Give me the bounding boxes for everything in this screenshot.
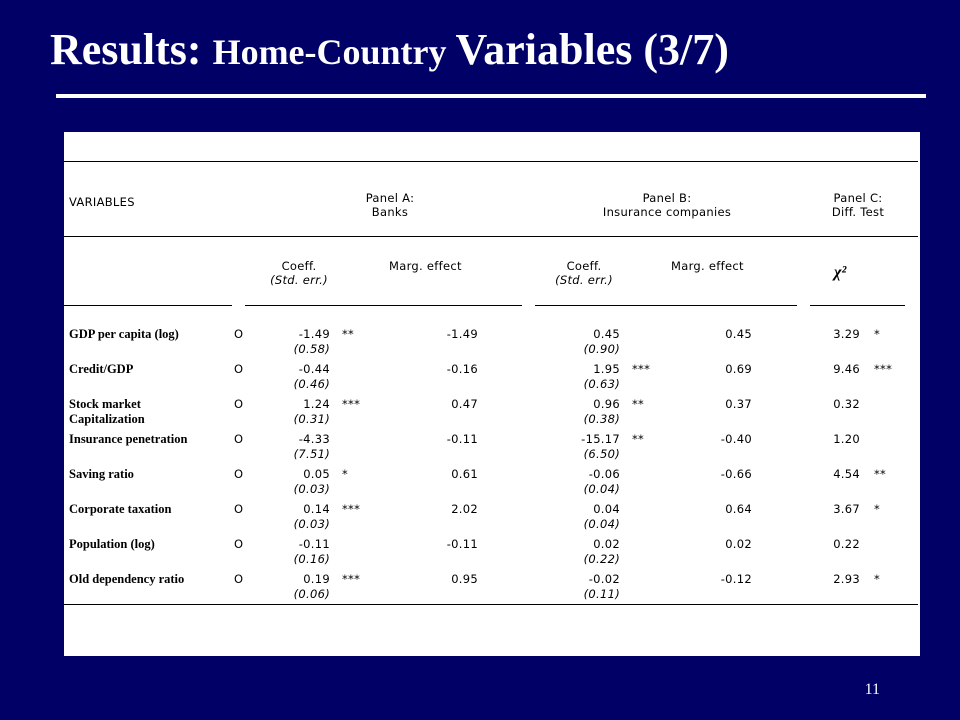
cell-o: O bbox=[234, 397, 244, 411]
cell-b-marg: 0.64 bbox=[725, 502, 752, 516]
cell-b-se: (6.50) bbox=[583, 447, 620, 461]
cell-a-se: (0.58) bbox=[293, 342, 330, 356]
panel-a-line1: Panel A: bbox=[365, 191, 415, 205]
cell-a-sig: *** bbox=[342, 502, 361, 516]
cell-a-se: (0.03) bbox=[293, 482, 330, 496]
cell-b-sig: ** bbox=[632, 397, 645, 411]
cell-chi2: 3.29 bbox=[833, 327, 860, 341]
rule-segment-panel-c bbox=[810, 305, 905, 306]
cell-label: Stock market bbox=[69, 397, 141, 411]
cell-label: Credit/GDP bbox=[69, 362, 134, 376]
panel-b-marg-header: Marg. effect bbox=[671, 259, 744, 273]
panel-a-heading bbox=[320, 191, 460, 219]
cell-a-sig: *** bbox=[342, 397, 361, 411]
cell-b-coef: 0.04 bbox=[593, 502, 620, 516]
cell-label: Saving ratio bbox=[69, 467, 134, 481]
cell-b-coef: 0.45 bbox=[593, 327, 620, 341]
chi-square-header: χ² bbox=[834, 264, 847, 281]
cell-b-se: (0.04) bbox=[583, 482, 620, 496]
table-bottom-rule bbox=[64, 604, 918, 605]
cell-chi2: 3.67 bbox=[833, 502, 860, 516]
cell-chi2: 1.20 bbox=[833, 432, 860, 446]
cell-c-sig: *** bbox=[874, 362, 893, 376]
cell-b-coef: 0.02 bbox=[593, 537, 620, 551]
cell-c-sig: * bbox=[874, 502, 881, 516]
cell-b-se: (0.63) bbox=[583, 377, 620, 391]
cell-a-marg: -1.49 bbox=[446, 327, 478, 341]
cell-o: O bbox=[234, 537, 244, 551]
slide-title bbox=[50, 25, 729, 74]
cell-a-se: (0.46) bbox=[293, 377, 330, 391]
cell-b-marg: -0.40 bbox=[720, 432, 752, 446]
cell-a-coef: -0.11 bbox=[298, 537, 330, 551]
cell-o: O bbox=[234, 327, 244, 341]
cell-chi2: 9.46 bbox=[833, 362, 860, 376]
cell-a-coef: -0.44 bbox=[298, 362, 330, 376]
cell-b-se: (0.90) bbox=[583, 342, 620, 356]
cell-b-sig: *** bbox=[632, 362, 651, 376]
cell-a-marg: -0.11 bbox=[446, 537, 478, 551]
cell-a-sig: ** bbox=[342, 327, 355, 341]
rule-segment-panel-a bbox=[245, 305, 522, 306]
panel-a-coeff-header bbox=[254, 259, 344, 287]
cell-b-se: (0.22) bbox=[583, 552, 620, 566]
cell-a-sig: * bbox=[342, 467, 349, 481]
cell-b-coef: -0.02 bbox=[588, 572, 620, 586]
cell-label: Population (log) bbox=[69, 537, 155, 551]
cell-o: O bbox=[234, 572, 244, 586]
header-divider-rule bbox=[64, 236, 918, 237]
rule-segment-variables bbox=[64, 305, 232, 306]
cell-b-marg: -0.66 bbox=[720, 467, 752, 481]
cell-c-sig: ** bbox=[874, 467, 887, 481]
cell-b-coef: 1.95 bbox=[593, 362, 620, 376]
cell-o: O bbox=[234, 432, 244, 446]
panel-a-coeff-label: Coeff. bbox=[281, 259, 317, 273]
cell-a-se: (0.16) bbox=[293, 552, 330, 566]
variables-header: VARIABLES bbox=[69, 195, 135, 209]
results-table bbox=[64, 132, 920, 656]
panel-a-marg-header: Marg. effect bbox=[389, 259, 462, 273]
panel-b-line1: Panel B: bbox=[642, 191, 692, 205]
cell-a-marg: 0.95 bbox=[451, 572, 478, 586]
cell-a-se: (0.06) bbox=[293, 587, 330, 601]
cell-b-marg: 0.02 bbox=[725, 537, 752, 551]
cell-label: GDP per capita (log) bbox=[69, 327, 179, 341]
cell-a-marg: 2.02 bbox=[451, 502, 478, 516]
cell-b-marg: 0.37 bbox=[725, 397, 752, 411]
cell-a-se: (7.51) bbox=[293, 447, 330, 461]
panel-c-line1: Panel C: bbox=[833, 191, 883, 205]
panel-b-coeff-label: Coeff. bbox=[566, 259, 602, 273]
cell-label: Corporate taxation bbox=[69, 502, 172, 516]
cell-label: Old dependency ratio bbox=[69, 572, 185, 586]
title-part-home-country: Home-Country bbox=[212, 32, 456, 72]
cell-a-coef: 0.19 bbox=[303, 572, 330, 586]
panel-b-line2: Insurance companies bbox=[602, 205, 732, 219]
cell-label2: Capitalization bbox=[69, 412, 145, 426]
cell-o: O bbox=[234, 502, 244, 516]
cell-chi2: 0.32 bbox=[833, 397, 860, 411]
cell-b-sig: ** bbox=[632, 432, 645, 446]
cell-a-sig: *** bbox=[342, 572, 361, 586]
cell-a-marg: 0.47 bbox=[451, 397, 478, 411]
panel-c-line2: Diff. Test bbox=[831, 205, 885, 219]
rule-segment-panel-b bbox=[535, 305, 797, 306]
title-part-variables: Variables (3/7) bbox=[455, 25, 729, 74]
cell-o: O bbox=[234, 362, 244, 376]
cell-b-marg: -0.12 bbox=[720, 572, 752, 586]
title-part-results: Results: bbox=[50, 25, 213, 74]
cell-b-se: (0.11) bbox=[583, 587, 620, 601]
cell-a-se: (0.03) bbox=[293, 517, 330, 531]
page-number: 11 bbox=[864, 681, 880, 698]
cell-o: O bbox=[234, 467, 244, 481]
cell-a-marg: -0.16 bbox=[446, 362, 478, 376]
cell-a-coef: 1.24 bbox=[303, 397, 330, 411]
cell-a-marg: 0.61 bbox=[451, 467, 478, 481]
panel-a-stderr-label: (Std. err.) bbox=[270, 273, 328, 287]
cell-chi2: 0.22 bbox=[833, 537, 860, 551]
cell-b-se: (0.38) bbox=[583, 412, 620, 426]
cell-chi2: 4.54 bbox=[833, 467, 860, 481]
panel-b-stderr-label: (Std. err.) bbox=[555, 273, 613, 287]
panel-b-heading bbox=[584, 191, 750, 219]
cell-b-coef: -15.17 bbox=[581, 432, 620, 446]
panel-a-line2: Banks bbox=[371, 205, 409, 219]
cell-a-coef: -1.49 bbox=[298, 327, 330, 341]
cell-c-sig: * bbox=[874, 572, 881, 586]
cell-a-marg: -0.11 bbox=[446, 432, 478, 446]
title-underline bbox=[56, 94, 926, 98]
cell-a-coef: -4.33 bbox=[298, 432, 330, 446]
cell-b-marg: 0.45 bbox=[725, 327, 752, 341]
cell-b-marg: 0.69 bbox=[725, 362, 752, 376]
cell-a-coef: 0.14 bbox=[303, 502, 330, 516]
cell-b-coef: 0.96 bbox=[593, 397, 620, 411]
cell-label: Insurance penetration bbox=[69, 432, 188, 446]
panel-b-coeff-header bbox=[539, 259, 629, 287]
cell-c-sig: * bbox=[874, 327, 881, 341]
cell-b-coef: -0.06 bbox=[588, 467, 620, 481]
cell-b-se: (0.04) bbox=[583, 517, 620, 531]
panel-c-heading bbox=[808, 191, 908, 219]
cell-chi2: 2.93 bbox=[833, 572, 860, 586]
cell-a-se: (0.31) bbox=[293, 412, 330, 426]
table-top-rule bbox=[64, 161, 918, 162]
cell-a-coef: 0.05 bbox=[303, 467, 330, 481]
